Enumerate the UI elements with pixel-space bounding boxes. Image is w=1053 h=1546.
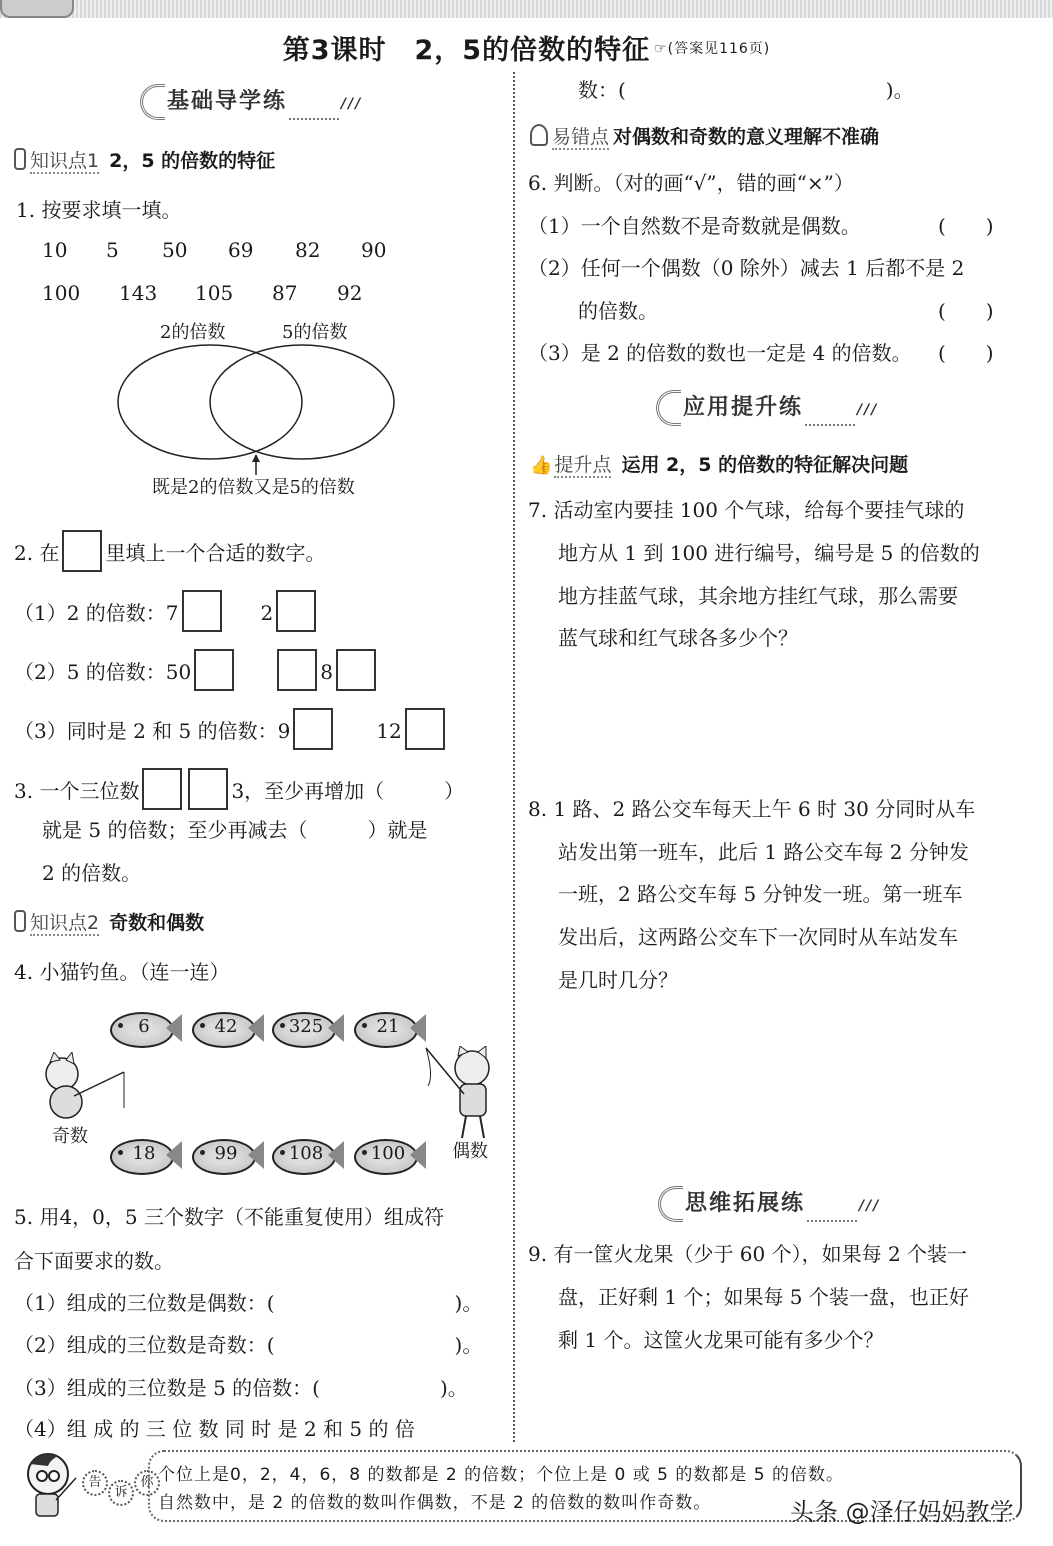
unit-tab [0,0,74,18]
q6-answer-bracket[interactable]: ( ) [938,299,994,323]
number: 69 [228,238,254,262]
fish-number: 325 [288,1016,324,1037]
q5-line-1: 5. 用4，0，5 三个数字（不能重复使用）组成符 [14,1205,444,1229]
q7-line: 7. 活动室内要挂 100 个气球，给每个要挂气球的 [528,498,965,522]
q2-part-2-label: （2）5 的倍数：50 [14,660,192,684]
q2-part-2 [14,649,379,691]
mascot-icon [20,1450,80,1520]
fish-number: 6 [138,1016,150,1037]
q8-line: 发出后，这两路公交车下一次同时从车站发车 [558,925,958,949]
q6-prompt: 6. 判断。（对的画“√”，错的画“×”） [528,171,854,195]
section-tail [807,1220,857,1222]
answer-box[interactable] [277,649,317,691]
tip-line-1: 个位上是0，2，4，6，8 的数都是 2 的倍数；个位上是 0 或 5 的数都是 5 的倍数。 [158,1465,844,1485]
kp-text: 奇数和偶数 [109,912,205,934]
q6-answer-bracket[interactable]: ( ) [938,341,994,365]
q9-line: 9. 有一筐火龙果（少于 60 个），如果每 2 个装一 [528,1242,968,1266]
fish[interactable] [350,1008,426,1048]
q2-part-3-b: 12 [376,719,402,743]
q5-part-4-continued: 数：( )。 [578,78,914,102]
cat-left-label: 奇数 [52,1126,88,1147]
venn-caption: 既是2的倍数又是5的倍数 [152,477,355,498]
title-text: 第3课时 2，5的倍数的特征 [282,35,651,66]
q7-line: 地方从 1 到 100 进行编号，编号是 5 的倍数的 [558,541,980,565]
number: 105 [195,281,234,305]
fish-number: 100 [370,1143,406,1164]
answer-box[interactable] [293,708,333,750]
q5-part-4: （4）组 成 的 三 位 数 同 时 是 2 和 5 的 倍 [14,1417,415,1441]
fish-number: 21 [376,1016,400,1037]
q6-part-1: （1）一个自然数不是奇数就是偶数。 [528,214,861,238]
fish[interactable] [106,1008,182,1048]
number: 92 [337,281,363,305]
fish[interactable] [268,1135,344,1175]
tell-char: 你 [134,1470,160,1496]
q2-prompt [14,530,325,572]
section-title: 应用提升练 [683,395,804,420]
number: 82 [295,238,321,262]
q3-line-1 [14,768,464,810]
kp-label: 知识点2 [30,912,100,934]
answer-box[interactable] [276,590,316,632]
error-point [530,122,879,149]
section-tail [289,118,339,120]
thumbs-up-icon: 👍 [530,455,553,476]
section-header-basic [140,84,362,120]
q2-prompt-a: 2. 在 [14,541,60,565]
venn-label-left: 2的倍数 [160,322,226,343]
number: 87 [272,281,298,305]
q2-prompt-b: 里填上一个合适的数字。 [105,541,326,565]
fish-number: 18 [132,1143,156,1164]
kp-label: 易错点 [552,126,610,148]
section-arc-icon [656,390,681,426]
number: 100 [42,281,81,305]
q8-line: 一班，2 路公交车每 5 分钟发一班。第一班车 [558,882,963,906]
answer-box[interactable] [182,590,222,632]
number: 50 [162,238,188,262]
section-bars-icon: /// [857,402,879,418]
q2-part-1 [14,590,319,632]
q1-prompt: 1. 按要求填一填。 [16,198,182,222]
number: 90 [361,238,387,262]
knowledge-point-2 [14,908,204,935]
q6-part-2-continued: 的倍数。 [578,299,658,323]
venn-diagram [110,310,410,500]
answer-box[interactable] [405,708,445,750]
q8-line: 8. 1 路、2 路公交车每天上午 6 时 30 分同时从车 [528,797,976,821]
q2-part-1-label: （1）2 的倍数：7 [14,601,179,625]
fish[interactable] [106,1135,182,1175]
paperclip-icon [14,910,26,932]
q5-part-1: （1）组成的三位数是偶数：( )。 [14,1291,483,1315]
section-title: 基础导学练 [167,89,288,114]
kp-text: 运用 2，5 的倍数的特征解决问题 [621,454,909,476]
q3-prompt-a: 3. 一个三位数 [14,779,140,803]
fish-number: 42 [214,1016,238,1037]
number: 5 [106,238,119,262]
q5-part-3: （3）组成的三位数是 5 的倍数：( )。 [14,1376,468,1400]
q8-line: 站发出第一班车，此后 1 路公交车每 2 分钟发 [558,840,969,864]
tip-line-2: 自然数中，是 2 的倍数的数叫作偶数，不是 2 的倍数的数叫作奇数。 [158,1493,712,1513]
answer-box[interactable] [188,768,228,810]
answer-box[interactable] [194,649,234,691]
q9-line: 盘，正好剩 1 个；如果每 5 个装一盘，也正好 [558,1285,969,1309]
cat-right-icon[interactable] [420,1046,510,1146]
venn-label-right: 5的倍数 [282,322,348,343]
fish-number: 99 [214,1143,238,1164]
q3-line-2: 就是 5 的倍数；至少再减去（ ）就是 [42,818,428,842]
section-bars-icon: /// [859,1198,881,1214]
page-title [0,28,1053,67]
answer-box[interactable] [62,530,102,572]
cat-left-icon[interactable] [34,1052,134,1124]
q4-prompt: 4. 小猫钓鱼。（连一连） [14,960,230,984]
fish-number: 108 [288,1143,324,1164]
answer-reference-text: (答案见116页) [667,41,771,57]
kp-text: 对偶数和奇数的意义理解不准确 [613,126,880,148]
watermark: 头条 @泽仔妈妈教学 [790,1498,1014,1526]
kp-label: 提升点 [554,454,612,476]
q6-answer-bracket[interactable]: ( ) [938,214,994,238]
fish[interactable] [268,1008,344,1048]
answer-reference: ☞(答案见116页) [654,41,771,57]
number: 143 [119,281,158,305]
bell-icon [530,124,548,146]
tell-char: 告 [82,1470,108,1496]
venn-arrowhead [252,454,260,462]
q7-line: 蓝气球和红气球各多少个？ [558,626,798,650]
q9-line: 剩 1 个。这筐火龙果可能有多少个？ [558,1328,884,1352]
kp-text: 2，5 的倍数的特征 [109,150,276,172]
section-bars-icon: /// [341,96,363,112]
section-header-apply [656,390,878,426]
paperclip-icon [14,148,26,170]
fish[interactable] [188,1008,264,1048]
q5-part-2: （2）组成的三位数是奇数：( )。 [14,1333,483,1357]
fish[interactable] [188,1135,264,1175]
q7-line: 地方挂蓝气球，其余地方挂红气球，那么需要 [558,584,958,608]
section-tail [805,424,855,426]
q2-part-3-label: （3）同时是 2 和 5 的倍数：9 [14,719,291,743]
column-divider [513,72,515,1442]
section-header-extend [658,1186,880,1222]
improve-point [530,450,908,477]
number: 10 [42,238,68,262]
fish[interactable] [350,1135,426,1175]
page-header-band [0,0,1053,18]
q2-part-2-b: 8 [320,660,333,684]
q3-prompt-b: 3，至少再增加（ ） [231,779,465,803]
q5-line-2: 合下面要求的数。 [14,1249,174,1273]
cat-right-label: 偶数 [452,1141,488,1162]
q8-line: 是几时几分？ [558,968,678,992]
q2-part-1-b: 2 [260,601,274,625]
q6-part-3: （3）是 2 的倍数的数也一定是 4 的倍数。 [528,341,912,365]
section-arc-icon [658,1186,683,1222]
q2-part-3 [14,708,448,750]
answer-box[interactable] [142,768,182,810]
q3-line-3: 2 的倍数。 [42,861,142,885]
section-arc-icon [140,84,165,120]
q6-part-2: （2）任何一个偶数（0 除外）减去 1 后都不是 2 [528,256,965,280]
knowledge-point-1 [14,146,275,173]
answer-box[interactable] [336,649,376,691]
kp-label: 知识点1 [30,150,100,172]
tell-char: 诉 [108,1480,134,1506]
section-title: 思维拓展练 [685,1191,806,1216]
